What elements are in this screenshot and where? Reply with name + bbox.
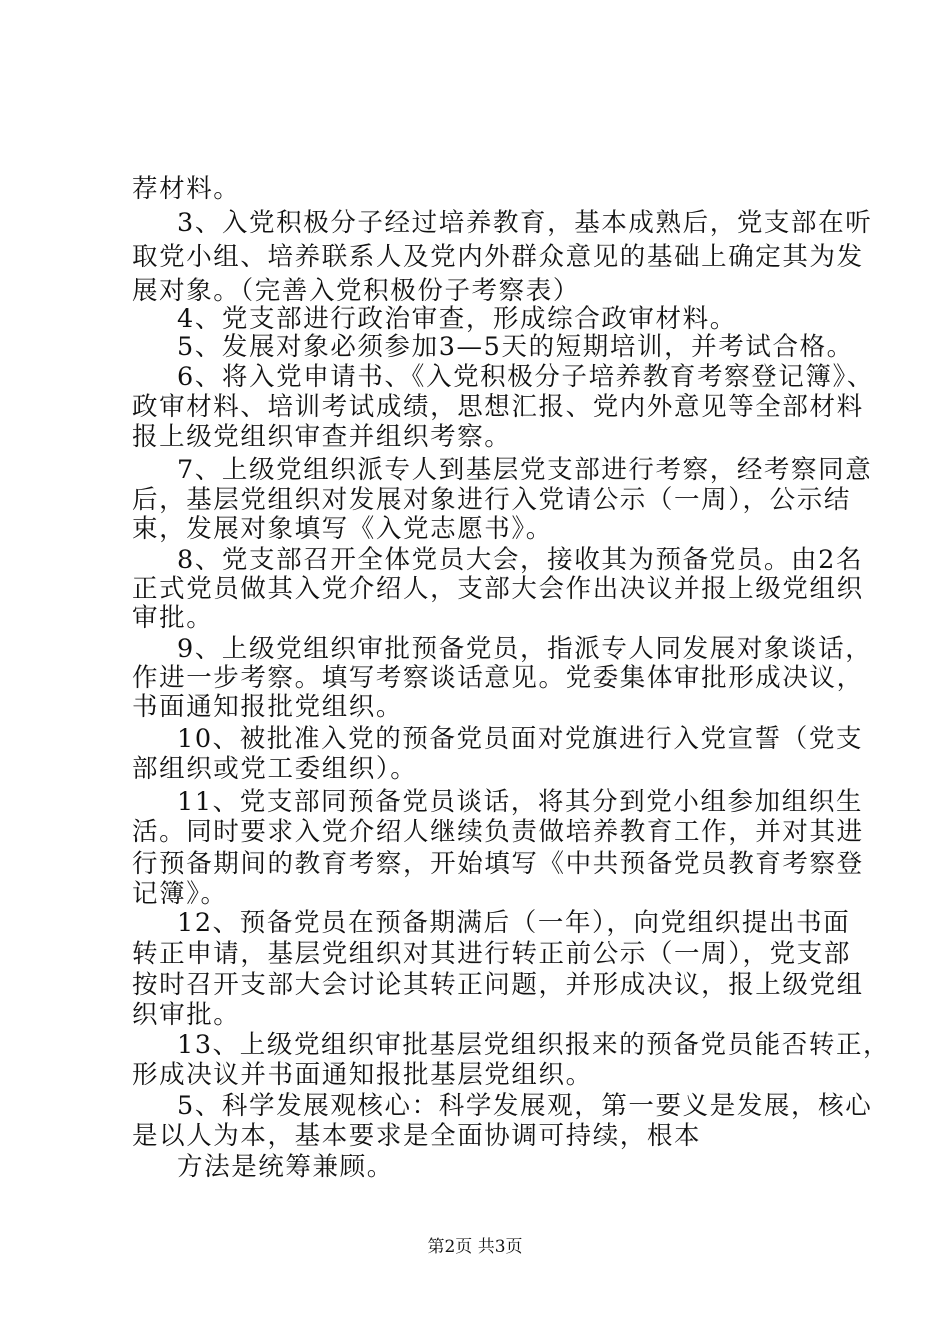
text-line: 转正申请，基层党组织对其进行转正前公示（一周），党支部	[132, 939, 851, 969]
text-line: 4、党支部进行政治审查，形成综合政审材料。	[177, 304, 737, 334]
text-line: 3、入党积极分子经过培养教育，基本成熟后，党支部在听	[177, 208, 873, 238]
text-line: 8、党支部召开全体党员大会，接收其为预备党员。由2名	[177, 545, 864, 575]
text-line: 是以人为本，基本要求是全面协调可持续，根本	[132, 1121, 702, 1151]
text-line: 方法是统筹兼顾。	[177, 1152, 394, 1182]
text-line: 作进一步考察。填写考察谈话意见。党委集体审批形成决议，	[132, 663, 864, 693]
text-line: 取党小组、培养联系人及党内外群众意见的基础上确定其为发	[132, 242, 864, 272]
text-line: 7、上级党组织派专人到基层党支部进行考察，经考察同意	[177, 455, 873, 485]
text-line: 12、预备党员在预备期满后（一年），向党组织提出书面	[177, 908, 851, 938]
text-line: 按时召开支部大会讨论其转正问题，并形成决议，报上级党组	[132, 970, 864, 1000]
text-line: 织审批。	[132, 1000, 241, 1030]
text-line: 后，基层党组织对发展对象进行入党请公示（一周），公示结	[132, 485, 851, 515]
text-line: 活。同时要求入党介绍人继续负责做培养教育工作，并对其进	[132, 817, 864, 847]
text-line: 9、上级党组织审批预备党员，指派专人同发展对象谈话，	[177, 634, 873, 664]
text-line: 部组织或党工委组织）。	[132, 754, 418, 784]
text-line: 6、将入党申请书、《入党积极分子培养教育考察登记簿》、	[177, 362, 874, 392]
text-line: 5、发展对象必须参加3—5天的短期培训，并考试合格。	[177, 332, 854, 362]
text-line: 11、党支部同预备党员谈话，将其分到党小组参加组织生	[177, 787, 864, 817]
text-line: 报上级党组织审查并组织考察。	[132, 422, 512, 452]
page-footer: 第2页 共3页	[427, 1237, 523, 1257]
text-line: 书面通知报批党组织。	[132, 692, 404, 722]
text-line: 正式党员做其入党介绍人，支部大会作出决议并报上级党组织	[132, 574, 864, 604]
text-line: 荐材料。	[132, 174, 241, 204]
text-line: 13、上级党组织审批基层党组织报来的预备党员能否转正，	[177, 1030, 891, 1060]
text-line: 5、科学发展观核心：科学发展观，第一要义是发展，核心	[177, 1091, 873, 1121]
text-line: 展对象。（完善入党积极份子考察表）	[132, 276, 580, 306]
text-line: 形成决议并书面通知报批基层党组织。	[132, 1060, 593, 1090]
text-line: 束，发展对象填写《入党志愿书》。	[132, 514, 553, 544]
text-line: 10、被批准入党的预备党员面对党旗进行入党宣誓（党支	[177, 724, 864, 754]
text-line: 行预备期间的教育考察，开始填写《中共预备党员教育考察登	[132, 849, 864, 879]
text-line: 审批。	[132, 603, 214, 633]
text-line: 记簿》。	[132, 879, 228, 909]
text-line: 政审材料、培训考试成绩，思想汇报、党内外意见等全部材料	[132, 392, 864, 422]
